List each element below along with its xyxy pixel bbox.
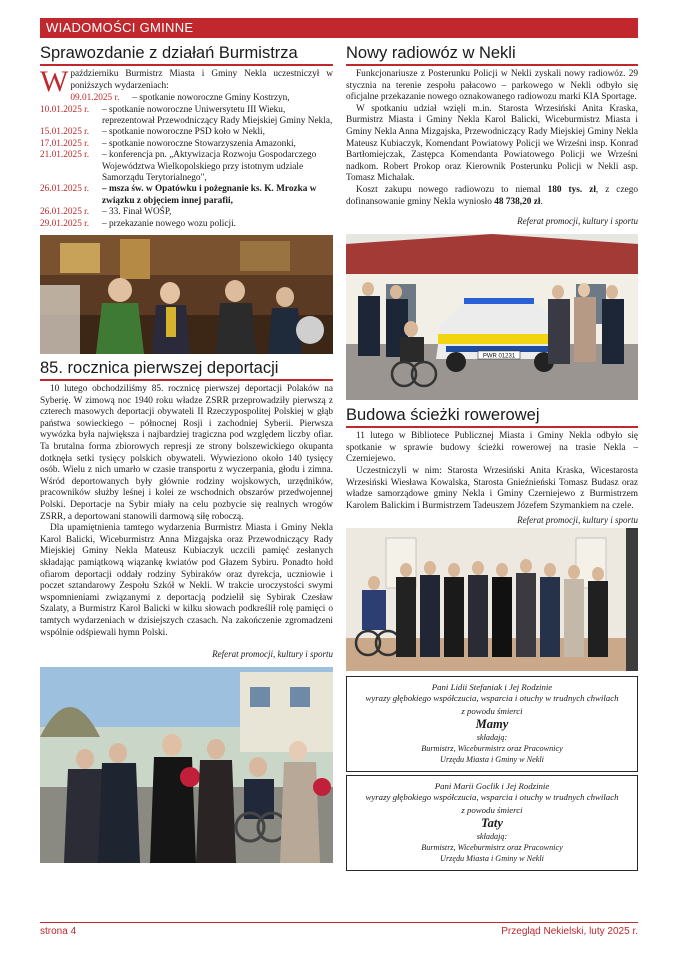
burmistrz-title: Sprawozdanie z działań Burmistrza	[40, 44, 333, 66]
event-item	[40, 127, 333, 138]
event-item	[40, 207, 333, 218]
event-item	[40, 150, 333, 184]
radiowoz-title: Nowy radiowóz w Nekli	[346, 44, 638, 66]
condolence-reason: z powodu śmierci	[461, 706, 523, 717]
event-text: – przekazanie nowego wozu policji.	[102, 218, 236, 229]
cost-text: Koszt zakupu nowego radiowozu to niemal	[356, 184, 548, 195]
radiowoz-paragraph-2: W spotkaniu udział wzięli m.in. Starosta Wrzesiński Anita Kraska, Burmistrz Miasta i Gminy Nekla Karol Balicki, Wiceburmistrz Miasta i Gminy Nekla Anna Mizgajska, Przewodniczący Rady Miejskiej Gminy Nekla Mateusz Kubiaczyk, Komendant Powiatowy Policji we Wrześni insp. Konrad Bartłomiejczak, Zastępca Komendanta Powiatowego Policji we Wrześni nadkom. Robert Prokop oraz Kierownik Posterunku Policji w Nekli asp. Tomasz Michalak.	[346, 103, 638, 184]
footer-divider	[40, 922, 638, 923]
condolence-recipient: Pani Marii Goclik i Jej Rodzinie	[434, 781, 550, 792]
condolence-recipient: Pani Lidii Stefaniak i Jej Rodzinie	[431, 682, 553, 693]
condolence-message: wyrazy głębokiego współczucia, wsparcia i otuchy w trudnych chwilach	[365, 693, 619, 704]
rower-credit: Referat promocji, kultury i sportu	[517, 515, 638, 526]
condolence-reason: z powodu śmierci	[461, 805, 523, 816]
event-item	[40, 219, 333, 230]
condolence-signed: składają:	[476, 832, 508, 842]
page-number: strona 4	[40, 926, 77, 937]
memorial-photo	[40, 667, 333, 863]
event-date: 26.01.2025 r.	[40, 207, 90, 218]
event-text: – 33. Finał WOŚP,	[102, 207, 172, 218]
condolence-signers-office: Urzędu Miasta i Gminy w Nekli	[440, 755, 544, 765]
event-item	[70, 93, 333, 104]
radiowoz-paragraph-3	[346, 185, 638, 208]
deportacja-paragraph-1: 10 lutego obchodziliśmy 85. rocznicę pierwszej deportacji Polaków na Syberię. W zimową noc 1940 roku władze ZSRR przeprowadziły pierwszą z czterech masowych deportacji obywateli II Rzeczypospolitej Polskiej w głąb państwa sowieckiego – północnej Rosji i zachodniej Syberii. Pierwsza wywózka była największa i najbardziej tragiczna pod względem liczby ofiar. Ta brutalna forma zbiorowych represji ze strony bolszewickiego okupanta dotknęła setki tysięcy polskich obywateli. Wywieziono około 140 tysięcy osób. Wielu z nich umarło w czasie transportu z wyczerpania, głodu i zimna. Wśród deportowanych były głównie rodziny wojskowych, urzędników, pracowników służby leśnej i kolei ze wschodnich obszarów przedwojennej Polski. Deportacje na Sybir miały na celu pozbycie się realnych wrogów ZSRR, a deportowani stanowili darmową siłę roboczą.	[40, 384, 333, 522]
section-header	[40, 18, 638, 38]
right-column	[346, 44, 638, 871]
event-date: 21.01.2025 r.	[40, 150, 90, 161]
event-text: – msza św. w Opatówku i pożegnanie ks. K. Mrozka w związku z objęciem innej parafii,	[102, 184, 317, 206]
cost-text: , z czego dofinansowanie gminy Nekla wyniosło	[346, 184, 638, 207]
condolence-message: wyrazy głębokiego współczucia, wsparcia i otuchy w trudnych chwilach	[365, 792, 619, 803]
event-date: 17.01.2025 r.	[40, 138, 90, 149]
church-photo	[40, 235, 333, 354]
license-plate-text: PWR 01231	[482, 353, 516, 360]
event-item	[40, 139, 333, 150]
condolence-deceased: Mamy	[475, 717, 509, 732]
event-text: – konferencja pn. „Aktywizacja Rozwoju Gospodarczego Województwa Wielkopolskiego przy istotnym udziale Samorządu Terytorialnego",	[102, 150, 317, 184]
section-label: WIADOMOŚCI GMINNE	[46, 20, 194, 35]
rower-title: Budowa ścieżki rowerowej	[346, 406, 638, 428]
condolence-signers: Burmistrz, Wiceburmistrz oraz Pracownicy	[421, 843, 563, 853]
rower-paragraph-1: 11 lutego w Bibliotece Publicznej Miasta i Gminy Nekla odbyło się spotkanie w sprawie budowy ścieżki rowerowej na trasie Nekla – Czerniejewo.	[346, 431, 638, 465]
deportacja-credit: Referat promocji, kultury i sportu	[212, 649, 333, 660]
burmistrz-intro	[40, 65, 333, 98]
rower-paragraph-2: Uczestniczyli w nim: Starosta Wrzesiński Anita Kraska, Wicestarosta Wrzesiński Wiesława Kowalska, Starosta Gnieźnieński Tomasz Budasz oraz władze samorządowe gminy Nekla i Gminy Czerniejewo z Burmistrzem Karolem Balickim i Burmistrzem Tadeuszem Józefem Szymankiem na czele.	[346, 465, 638, 511]
publication-info: Przegląd Nekielski, luty 2025 r.	[501, 926, 638, 937]
condolence-deceased: Taty	[481, 816, 503, 831]
deportacja-paragraph-2: Dla upamiętnienia tamtego wydarzenia Burmistrz Miasta i Gminy Nekla Karol Balicki, Wiceburmistrz Anna Mizgajska oraz Przewodniczący Rady Miejskiej Gminy Nekla Mateusz Kubiaczyk uczcili pamięć zesłanych składając pamiątkową wiązankę kwiatów pod Głazem Sybiru. Ponadto hołd ofiarom deportacji oddały rodziny Sybiraków oraz dyrekcja, uczniowie i poczet sztandarowy Zespołu Szkół w Nekli. W trakcie uroczystości swymi wspomnieniami związanymi z deportacją podzielił się Sybirak Czesław Szalaty, a Burmistrz Karol Balicki w kilku słowach podkreślił rolę pamięci o tamtych wydarzeniach w dzisiejszych czasach. Na zakończenie zgromadzeni wspólnie odśpiewali hymn Polski.	[40, 523, 333, 638]
radiowoz-paragraph-1: Funkcjonariusze z Posterunku Policji w Nekli zyskali nowy radiowóz. 29 stycznia na terenie zespołu pałacowo – parkowego w Nekli odbyło się oficjalne przekazanie nowego oznakowanego radiowozu marki KIA Sportage.	[346, 69, 638, 103]
event-date: 09.01.2025 r.	[70, 93, 120, 104]
cost-text: .	[540, 196, 543, 207]
left-column	[40, 44, 333, 863]
deportacja-title: 85. rocznica pierwszej deportacji	[40, 359, 333, 381]
condolence-signers-office: Urzędu Miasta i Gminy w Nekli	[440, 854, 544, 864]
event-item	[40, 184, 333, 207]
event-date: 29.01.2025 r.	[40, 218, 90, 229]
library-meeting-photo	[346, 528, 638, 671]
event-item	[40, 105, 333, 128]
event-date: 15.01.2025 r.	[40, 127, 90, 138]
condolence-signed: składają:	[476, 733, 508, 743]
event-text: – spotkanie noworoczne Uniwersytetu III Wieku, reprezentował Przewodniczący Rady Miejskiej Gminy Nekla,	[102, 104, 333, 126]
radiowoz-credit: Referat promocji, kultury i sportu	[517, 216, 638, 227]
cofinance-amount: 48 738,20 zł	[494, 196, 541, 207]
burmistrz-intro-text: październiku Burmistrz Miasta i Gminy Nekla uczestniczył w poniższych wydarzeniach:	[70, 69, 333, 91]
cost-amount: 180 tys. zł	[547, 184, 596, 195]
event-text: – spotkanie noworoczne Stowarzyszenia Amazonki,	[102, 138, 296, 149]
event-text: – spotkanie noworoczne PSD koło w Nekli,	[102, 127, 265, 138]
event-date: 10.01.2025 r.	[40, 104, 90, 115]
event-text: – spotkanie noworoczne Gminy Kostrzyn,	[132, 93, 290, 104]
condolence-box	[346, 676, 638, 772]
condolence-box	[346, 775, 638, 871]
condolence-signers: Burmistrz, Wiceburmistrz oraz Pracownicy	[421, 744, 563, 754]
event-date: 26.01.2025 r.	[40, 184, 90, 195]
dropcap-letter: W	[40, 65, 69, 98]
police-car-photo	[346, 234, 638, 400]
events-list	[40, 93, 333, 230]
